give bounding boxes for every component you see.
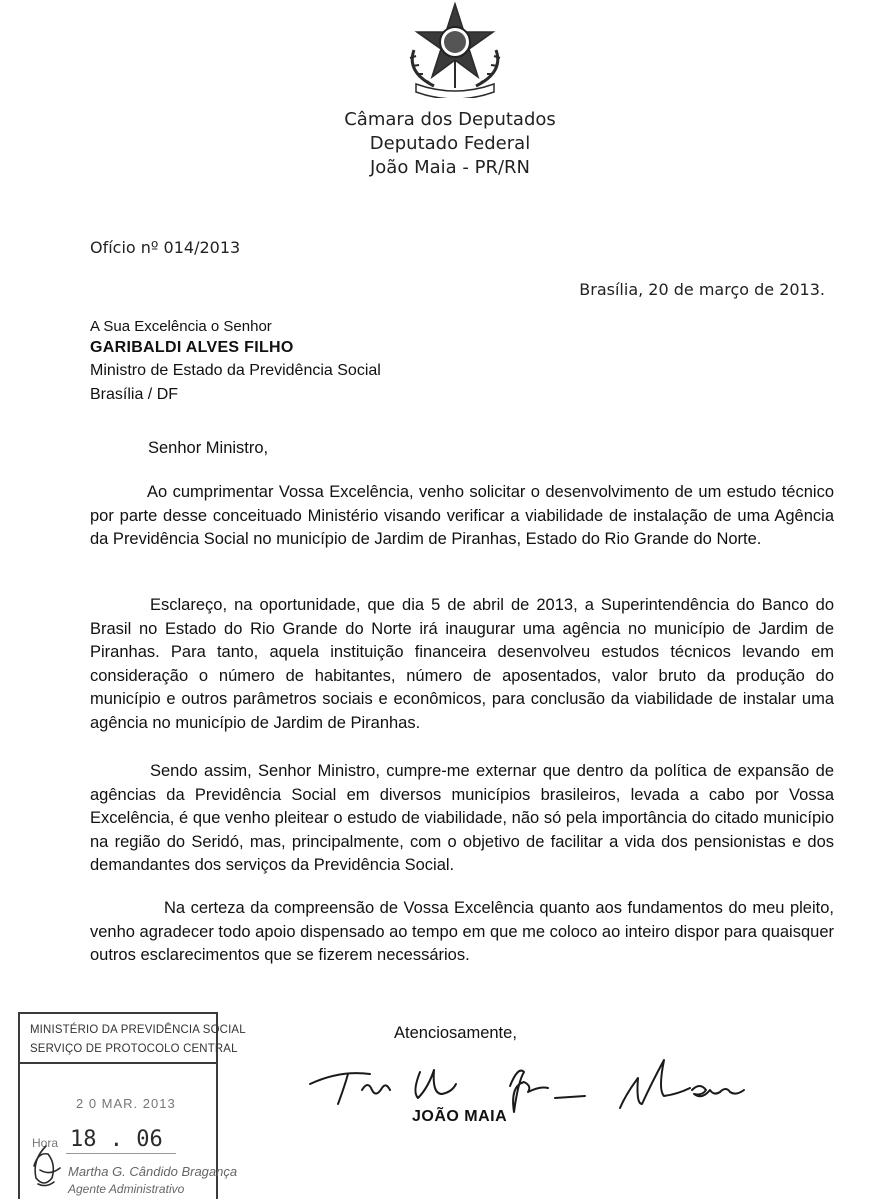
- place-date: Brasília, 20 de março de 2013.: [579, 280, 825, 299]
- handwritten-signature: [300, 1026, 760, 1126]
- letterhead: [290, 108, 610, 180]
- salutation: Senhor Ministro,: [148, 439, 269, 457]
- valediction: Atenciosamente,: [394, 1024, 517, 1042]
- stamp-clerk-name: Martha G. Cândido Bragança: [68, 1164, 238, 1179]
- recipient-block: [90, 317, 381, 407]
- stamp-divider: [18, 1062, 216, 1064]
- letter-reference: Ofício nº 014/2013: [90, 238, 241, 257]
- stamp-date: 2 0 MAR. 2013: [76, 1096, 176, 1111]
- recipient-title: Ministro de Estado da Previdência Social: [90, 362, 381, 379]
- recipient-name: GARIBALDI ALVES FILHO: [90, 339, 294, 356]
- brazil-coat-of-arms-icon: [394, 2, 516, 98]
- stamp-initials-icon: [26, 1140, 66, 1199]
- protocol-stamp: [18, 1012, 246, 1199]
- author-role: Deputado Federal: [369, 133, 531, 154]
- stamp-clerk-role: Agente Administrativo: [68, 1182, 185, 1196]
- body-paragraph: Ao cumprimentar Vossa Excelência, venho solicitar o desenvolvimento de um estudo técnico por parte desse conceituado Ministério visando verificar a viabilidade de instalação de uma Agência da Previdência Social no município de Jardim de Piranhas, Estado do Rio Grande do Norte.: [90, 483, 834, 549]
- stamp-hora-label: Hora: [32, 1136, 59, 1150]
- institution-name: Câmara dos Deputados: [344, 109, 556, 130]
- stamp-hora-line: [66, 1153, 176, 1154]
- stamp-service: SERVIÇO DE PROTOCOLO CENTRAL: [30, 1041, 238, 1055]
- body-paragraph: Sendo assim, Senhor Ministro, cumpre-me externar que dentro da política de expansão de agências da Previdência Social em diversos municípios brasileiros, levada a cabo por Vossa Excelência, é que venho pleitear o estudo de viabilidade, não só pela importância do citado município na região do Seridó, mas, principalmente, com o objetivo de facilitar a vida dos pensionistas e dos demandantes dos serviços da Previdência Social.: [90, 762, 834, 875]
- recipient-greeting: A Sua Excelência o Senhor: [90, 318, 272, 335]
- body-paragraph: Esclareço, na oportunidade, que dia 5 de abril de 2013, a Superintendência do Banco do Brasil no Estado do Rio Grande do Norte irá inaugurar uma agência no município de Jardim de Piranhas. Para tanto, aquela instituição financeira desenvolveu estudos técnicos levando em consideração o número de habitantes, número de aposentados, valor bruto da produção do município e outros parâmetros sociais e econômicos, para conclusão da viabilidade de instalar uma agência no município de Jardim de Piranhas.: [90, 596, 834, 732]
- stamp-hora-value: 18 . 06: [70, 1127, 163, 1152]
- stamp-ministry: MINISTÉRIO DA PREVIDÊNCIA SOCIAL: [30, 1022, 246, 1036]
- author-name: João Maia - PR/RN: [369, 157, 530, 178]
- body-paragraph: Na certeza da compreensão de Vossa Excelência quanto aos fundamentos do meu pleito, venho agradecer todo apoio dispensado ao tempo em que me coloco ao inteiro dispor para quaisquer outros esclarecimentos que se fizerem necessários.: [90, 899, 834, 965]
- recipient-city: Brasília / DF: [90, 386, 179, 403]
- signer-name: JOÃO MAIA: [412, 1108, 508, 1125]
